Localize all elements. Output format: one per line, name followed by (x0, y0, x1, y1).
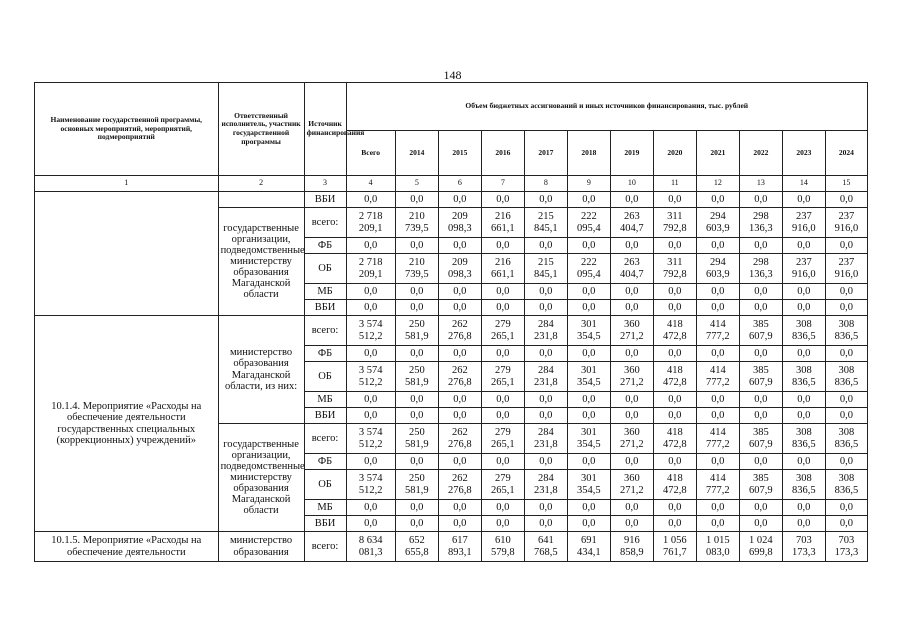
column-number: 15 (825, 176, 867, 192)
activity-name: 10.1.5. Мероприятие «Расходы на обеспечение деятельности (35, 532, 219, 562)
year-value: 0,0 (438, 408, 481, 424)
total-value: 3 574 512,2 (346, 424, 395, 454)
year-value: 0,0 (395, 408, 438, 424)
year-value: 0,0 (825, 284, 867, 300)
year-value: 237 916,0 (782, 208, 825, 238)
column-number: 7 (481, 176, 524, 192)
year-value: 0,0 (524, 500, 567, 516)
year-value: 250 581,9 (395, 470, 438, 500)
year-value: 360 271,2 (610, 362, 653, 392)
year-value: 0,0 (438, 454, 481, 470)
total-value: 0,0 (346, 238, 395, 254)
year-value: 0,0 (567, 238, 610, 254)
year-value: 0,0 (438, 300, 481, 316)
total-value: 0,0 (346, 500, 395, 516)
executor-name: министерство образования (218, 532, 304, 562)
funding-source: ФБ (304, 346, 346, 362)
year-value: 279 265,1 (481, 470, 524, 500)
total-value: 0,0 (346, 284, 395, 300)
year-value: 0,0 (438, 392, 481, 408)
year-value: 0,0 (782, 392, 825, 408)
total-value: 3 574 512,2 (346, 316, 395, 346)
year-value: 0,0 (782, 516, 825, 532)
year-value: 301 354,5 (567, 470, 610, 500)
year-value: 414 777,2 (696, 470, 739, 500)
year-value: 0,0 (481, 346, 524, 362)
year-value: 308 836,5 (782, 424, 825, 454)
year-value: 0,0 (696, 408, 739, 424)
funding-table (34, 82, 868, 562)
year-value: 0,0 (696, 500, 739, 516)
year-value: 0,0 (739, 392, 782, 408)
year-value: 298 136,3 (739, 254, 782, 284)
year-value: 0,0 (825, 454, 867, 470)
year-value: 0,0 (395, 346, 438, 362)
header-year: 2016 (481, 131, 524, 176)
year-value: 0,0 (481, 408, 524, 424)
year-value: 610 579,8 (481, 532, 524, 562)
year-value: 0,0 (395, 238, 438, 254)
year-value: 0,0 (481, 500, 524, 516)
year-value: 237 916,0 (825, 254, 867, 284)
header-year: 2020 (653, 131, 696, 176)
year-value: 209 098,3 (438, 254, 481, 284)
column-number: 4 (346, 176, 395, 192)
year-value: 0,0 (739, 192, 782, 208)
year-value: 0,0 (524, 392, 567, 408)
year-value: 0,0 (524, 408, 567, 424)
activity-name (35, 192, 219, 316)
year-value: 0,0 (696, 192, 739, 208)
year-value: 617 893,1 (438, 532, 481, 562)
header-total: Всего (346, 131, 395, 176)
funding-source: ВБИ (304, 300, 346, 316)
year-value: 0,0 (395, 284, 438, 300)
year-value: 0,0 (653, 192, 696, 208)
column-number: 1 (35, 176, 219, 192)
year-value: 0,0 (653, 392, 696, 408)
header-funding: Объем бюджетных ассигнований и иных источников финансирования, тыс. рублей (346, 83, 867, 131)
year-value: 418 472,8 (653, 470, 696, 500)
year-value: 216 661,1 (481, 254, 524, 284)
year-value: 0,0 (481, 516, 524, 532)
header-year: 2019 (610, 131, 653, 176)
year-value: 0,0 (696, 300, 739, 316)
header-year: 2021 (696, 131, 739, 176)
year-value: 250 581,9 (395, 362, 438, 392)
year-value: 262 276,8 (438, 316, 481, 346)
year-value: 385 607,9 (739, 470, 782, 500)
year-value: 385 607,9 (739, 424, 782, 454)
year-value: 263 404,7 (610, 254, 653, 284)
year-value: 1 024 699,8 (739, 532, 782, 562)
year-value: 0,0 (696, 238, 739, 254)
column-number: 5 (395, 176, 438, 192)
header-executor: Ответственный исполнитель, участник государственной программы (218, 83, 304, 176)
year-value: 0,0 (524, 346, 567, 362)
year-value: 311 792,8 (653, 254, 696, 284)
year-value: 0,0 (653, 346, 696, 362)
funding-source: ВБИ (304, 408, 346, 424)
year-value: 0,0 (653, 238, 696, 254)
year-value: 0,0 (825, 192, 867, 208)
year-value: 0,0 (567, 192, 610, 208)
year-value: 0,0 (739, 238, 782, 254)
funding-source: ФБ (304, 454, 346, 470)
year-value: 284 231,8 (524, 424, 567, 454)
year-value: 298 136,3 (739, 208, 782, 238)
table-row (35, 316, 868, 346)
year-value: 0,0 (825, 238, 867, 254)
year-value: 385 607,9 (739, 316, 782, 346)
funding-source: ВБИ (304, 516, 346, 532)
funding-source: ОБ (304, 362, 346, 392)
year-value: 215 845,1 (524, 208, 567, 238)
funding-source: ОБ (304, 470, 346, 500)
year-value: 0,0 (395, 300, 438, 316)
header-source: Источник финансирования (304, 83, 346, 176)
funding-source: всего: (304, 532, 346, 562)
year-value: 0,0 (395, 454, 438, 470)
table-row (35, 532, 868, 562)
year-value: 0,0 (653, 300, 696, 316)
year-value: 0,0 (610, 346, 653, 362)
total-value: 0,0 (346, 516, 395, 532)
year-value: 0,0 (481, 192, 524, 208)
year-value: 0,0 (739, 284, 782, 300)
year-value: 0,0 (567, 516, 610, 532)
year-value: 284 231,8 (524, 362, 567, 392)
year-value: 279 265,1 (481, 316, 524, 346)
funding-source: МБ (304, 500, 346, 516)
year-value: 0,0 (825, 392, 867, 408)
year-value: 703 173,3 (825, 532, 867, 562)
year-value: 0,0 (610, 516, 653, 532)
column-number: 3 (304, 176, 346, 192)
funding-source: всего: (304, 208, 346, 238)
year-value: 360 271,2 (610, 470, 653, 500)
year-value: 1 015 083,0 (696, 532, 739, 562)
year-value: 418 472,8 (653, 362, 696, 392)
year-value: 301 354,5 (567, 316, 610, 346)
year-value: 0,0 (610, 300, 653, 316)
year-value: 262 276,8 (438, 424, 481, 454)
year-value: 641 768,5 (524, 532, 567, 562)
year-value: 414 777,2 (696, 362, 739, 392)
column-number: 2 (218, 176, 304, 192)
header-row (35, 83, 868, 131)
year-value: 0,0 (610, 284, 653, 300)
year-value: 0,0 (825, 500, 867, 516)
year-value: 0,0 (438, 238, 481, 254)
year-value: 0,0 (825, 408, 867, 424)
year-value: 0,0 (653, 454, 696, 470)
year-value: 0,0 (524, 516, 567, 532)
year-value: 301 354,5 (567, 424, 610, 454)
year-value: 279 265,1 (481, 424, 524, 454)
column-number: 14 (782, 176, 825, 192)
column-number: 12 (696, 176, 739, 192)
year-value: 311 792,8 (653, 208, 696, 238)
year-value: 0,0 (696, 516, 739, 532)
total-value: 0,0 (346, 392, 395, 408)
column-number: 8 (524, 176, 567, 192)
year-value: 0,0 (481, 238, 524, 254)
header-name: Наименование государственной программы, основных мероприятий, мероприятий, подмероприятий (35, 83, 219, 176)
year-value: 0,0 (782, 454, 825, 470)
year-value: 418 472,8 (653, 424, 696, 454)
year-value: 216 661,1 (481, 208, 524, 238)
header-year: 2024 (825, 131, 867, 176)
total-value: 3 574 512,2 (346, 470, 395, 500)
executor-name: государственные организации, подведомственные министерству образования Магаданской области (218, 208, 304, 316)
year-value: 308 836,5 (825, 470, 867, 500)
funding-source: всего: (304, 316, 346, 346)
year-value: 209 098,3 (438, 208, 481, 238)
total-value: 3 574 512,2 (346, 362, 395, 392)
total-value: 0,0 (346, 346, 395, 362)
year-value: 308 836,5 (825, 362, 867, 392)
year-value: 0,0 (395, 500, 438, 516)
funding-source: ВБИ (304, 192, 346, 208)
year-value: 250 581,9 (395, 316, 438, 346)
year-value: 360 271,2 (610, 424, 653, 454)
year-value: 0,0 (782, 408, 825, 424)
page-number: 148 (443, 68, 462, 82)
year-value: 0,0 (567, 300, 610, 316)
year-value: 308 836,5 (825, 316, 867, 346)
year-value: 0,0 (524, 454, 567, 470)
year-value: 703 173,3 (782, 532, 825, 562)
column-number: 13 (739, 176, 782, 192)
year-value: 0,0 (653, 408, 696, 424)
year-value: 916 858,9 (610, 532, 653, 562)
year-value: 0,0 (739, 500, 782, 516)
total-value: 2 718 209,1 (346, 208, 395, 238)
year-value: 0,0 (481, 392, 524, 408)
year-value: 308 836,5 (782, 470, 825, 500)
year-value: 0,0 (395, 392, 438, 408)
year-value: 0,0 (395, 516, 438, 532)
year-value: 1 056 761,7 (653, 532, 696, 562)
year-value: 0,0 (782, 284, 825, 300)
year-value: 0,0 (524, 300, 567, 316)
year-value: 0,0 (739, 300, 782, 316)
year-value: 237 916,0 (825, 208, 867, 238)
column-number-row (35, 176, 868, 192)
year-value: 0,0 (567, 454, 610, 470)
year-value: 294 603,9 (696, 208, 739, 238)
header-year: 2018 (567, 131, 610, 176)
executor-name: министерство образования Магаданской области, из них: (218, 316, 304, 424)
year-value: 301 354,5 (567, 362, 610, 392)
year-value: 418 472,8 (653, 316, 696, 346)
header-year: 2017 (524, 131, 567, 176)
year-value: 0,0 (438, 284, 481, 300)
funding-source: МБ (304, 392, 346, 408)
year-value: 0,0 (610, 238, 653, 254)
year-value: 0,0 (782, 300, 825, 316)
year-value: 284 231,8 (524, 316, 567, 346)
year-value: 385 607,9 (739, 362, 782, 392)
year-value: 222 095,4 (567, 254, 610, 284)
year-value: 0,0 (739, 346, 782, 362)
year-value: 0,0 (696, 392, 739, 408)
year-value: 262 276,8 (438, 362, 481, 392)
total-value: 0,0 (346, 408, 395, 424)
year-value: 0,0 (481, 454, 524, 470)
year-value: 0,0 (610, 392, 653, 408)
year-value: 0,0 (696, 454, 739, 470)
funding-source: МБ (304, 284, 346, 300)
column-number: 9 (567, 176, 610, 192)
year-value: 222 095,4 (567, 208, 610, 238)
year-value: 308 836,5 (825, 424, 867, 454)
year-value: 0,0 (567, 408, 610, 424)
year-value: 0,0 (524, 238, 567, 254)
year-value: 215 845,1 (524, 254, 567, 284)
year-value: 414 777,2 (696, 424, 739, 454)
total-value: 0,0 (346, 192, 395, 208)
year-value: 414 777,2 (696, 316, 739, 346)
column-number: 11 (653, 176, 696, 192)
year-value: 0,0 (524, 192, 567, 208)
year-value: 210 739,5 (395, 254, 438, 284)
total-value: 0,0 (346, 454, 395, 470)
year-value: 0,0 (481, 300, 524, 316)
year-value: 0,0 (653, 284, 696, 300)
year-value: 0,0 (825, 300, 867, 316)
header-year: 2014 (395, 131, 438, 176)
year-value: 308 836,5 (782, 362, 825, 392)
column-number: 10 (610, 176, 653, 192)
year-value: 0,0 (567, 392, 610, 408)
funding-source: ОБ (304, 254, 346, 284)
executor-name (218, 192, 304, 208)
year-value: 691 434,1 (567, 532, 610, 562)
year-value: 0,0 (610, 192, 653, 208)
executor-name: государственные организации, подведомственные министерству образования Магаданской области (218, 424, 304, 532)
year-value: 0,0 (696, 346, 739, 362)
year-value: 262 276,8 (438, 470, 481, 500)
year-value: 0,0 (524, 284, 567, 300)
year-value: 0,0 (825, 516, 867, 532)
year-value: 0,0 (739, 516, 782, 532)
funding-source: ФБ (304, 238, 346, 254)
year-value: 284 231,8 (524, 470, 567, 500)
column-number: 6 (438, 176, 481, 192)
header-year: 2022 (739, 131, 782, 176)
year-value: 279 265,1 (481, 362, 524, 392)
year-value: 210 739,5 (395, 208, 438, 238)
year-value: 0,0 (782, 192, 825, 208)
year-value: 0,0 (739, 454, 782, 470)
activity-name: 10.1.4. Мероприятие «Расходы на обеспечение деятельности государственных специальных (коррекционных) учреждений» (35, 316, 219, 532)
total-value: 8 634 081,3 (346, 532, 395, 562)
year-value: 0,0 (782, 500, 825, 516)
funding-source: всего: (304, 424, 346, 454)
year-value: 360 271,2 (610, 316, 653, 346)
year-value: 0,0 (567, 500, 610, 516)
table-row (35, 192, 868, 208)
header-year: 2023 (782, 131, 825, 176)
year-value: 0,0 (739, 408, 782, 424)
year-value: 0,0 (610, 454, 653, 470)
year-value: 0,0 (395, 192, 438, 208)
year-value: 0,0 (438, 500, 481, 516)
year-value: 0,0 (567, 346, 610, 362)
year-value: 250 581,9 (395, 424, 438, 454)
year-value: 0,0 (567, 284, 610, 300)
year-value: 0,0 (610, 408, 653, 424)
year-value: 308 836,5 (782, 316, 825, 346)
year-value: 0,0 (653, 500, 696, 516)
year-value: 0,0 (825, 346, 867, 362)
header-year: 2015 (438, 131, 481, 176)
year-value: 0,0 (653, 516, 696, 532)
total-value: 2 718 209,1 (346, 254, 395, 284)
year-value: 0,0 (782, 346, 825, 362)
year-value: 652 655,8 (395, 532, 438, 562)
year-value: 294 603,9 (696, 254, 739, 284)
year-value: 0,0 (438, 192, 481, 208)
year-value: 0,0 (481, 284, 524, 300)
year-value: 0,0 (610, 500, 653, 516)
year-value: 263 404,7 (610, 208, 653, 238)
year-value: 0,0 (782, 238, 825, 254)
total-value: 0,0 (346, 300, 395, 316)
year-value: 0,0 (696, 284, 739, 300)
year-value: 237 916,0 (782, 254, 825, 284)
year-value: 0,0 (438, 516, 481, 532)
year-value: 0,0 (438, 346, 481, 362)
